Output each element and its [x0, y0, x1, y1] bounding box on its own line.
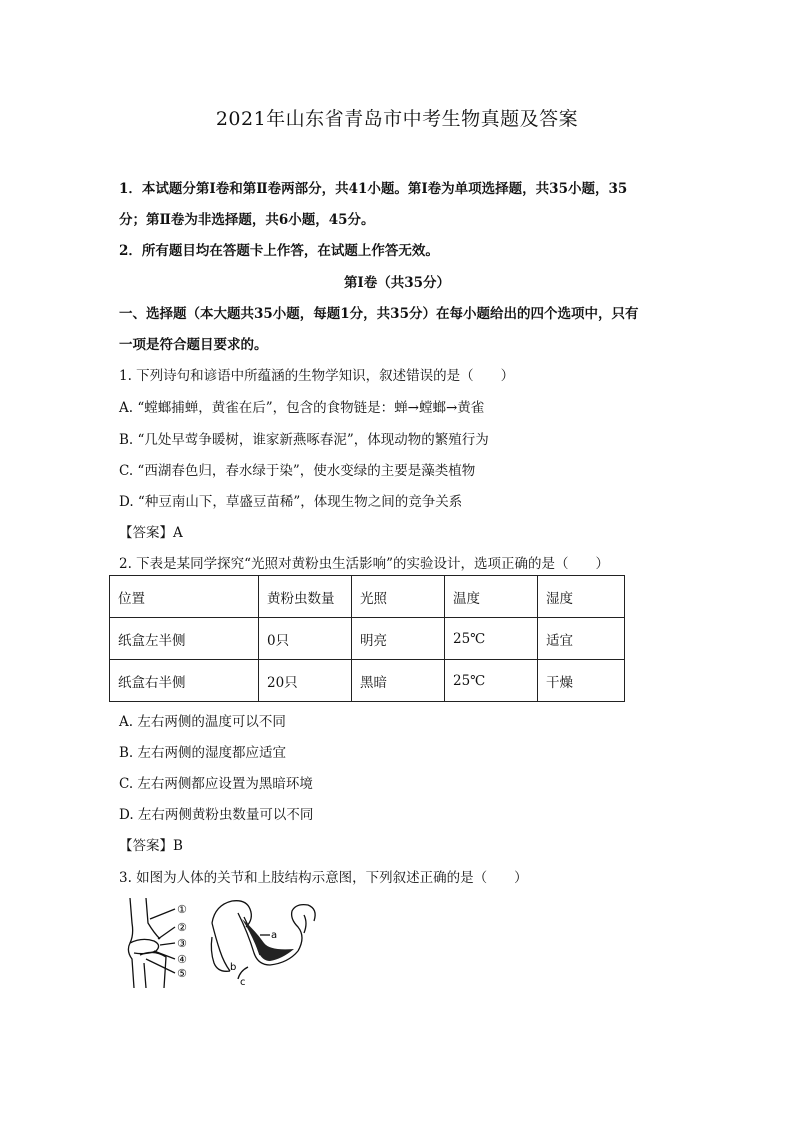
joint-diagram [128, 898, 175, 988]
table-cell: 25℃ [445, 660, 538, 702]
table-cell: 25℃ [445, 618, 538, 660]
q1-option-c: C. “西湖春色归，春水绿于染”，使水变绿的主要是藻类植物 [119, 463, 476, 479]
table-cell: 20只 [259, 660, 352, 702]
table-cell: 干燥 [538, 660, 625, 702]
note-1-line-b: 分；第Ⅱ卷为非选择题，共6小题，45分。 [119, 212, 375, 228]
figure-label: b [230, 962, 237, 973]
q1-option-d: D. “种豆南山下，草盛豆苗稀”，体现生物之间的竞争关系 [119, 494, 463, 510]
q3-stem: 3. 如图为人体的关节和上肢结构示意图，下列叙述正确的是（ ） [119, 870, 528, 886]
table-header-cell: 光照 [352, 576, 445, 618]
table-row [110, 660, 625, 702]
figure-label: ② [177, 921, 187, 934]
q1-option-b: B. “几处早莺争暖树，谁家新燕啄春泥”，体现动物的繁殖行为 [119, 432, 489, 448]
arm-diagram [211, 901, 315, 979]
joint-arm-figure [120, 893, 330, 993]
q1-answer: 【答案】A [119, 525, 183, 541]
q2-answer: 【答案】B [119, 838, 183, 854]
q2-option-b: B. 左右两侧的湿度都应适宜 [119, 745, 287, 761]
figure-label: a [271, 930, 278, 941]
table-header-cell: 位置 [110, 576, 259, 618]
q2-stem: 2. 下表是某同学探究“光照对黄粉虫生活影响”的实验设计，选项正确的是（ ） [119, 556, 609, 572]
table-header-cell: 温度 [445, 576, 538, 618]
q1-option-a: A. “螳螂捕蝉，黄雀在后”，包含的食物链是：蝉→螳螂→黄雀 [119, 400, 485, 416]
q2-option-a: A. 左右两侧的温度可以不同 [119, 714, 286, 730]
table-cell: 0只 [259, 618, 352, 660]
note-1-line-a: 1．本试题分第Ⅰ卷和第Ⅱ卷两部分，共41小题。第Ⅰ卷为单项选择题，共35小题，35 [119, 181, 628, 197]
experiment-table [109, 575, 625, 702]
figure-label: ③ [177, 937, 187, 950]
q2-option-d: D. 左右两侧黄粉虫数量可以不同 [119, 807, 314, 823]
table-cell: 纸盒右半侧 [110, 660, 259, 702]
section-instruction-a: 一、选择题（本大题共35小题，每题1分，共35分）在每小题给出的四个选项中，只有 [119, 306, 639, 322]
section-instruction-b: 一项是符合题目要求的。 [119, 337, 268, 353]
table-cell: 明亮 [352, 618, 445, 660]
q2-option-c: C. 左右两侧都应设置为黑暗环境 [119, 776, 313, 792]
table-row [110, 618, 625, 660]
page-title: 2021年山东省青岛市中考生物真题及答案 [215, 108, 579, 130]
table-header-cell: 湿度 [538, 576, 625, 618]
table-cell: 适宜 [538, 618, 625, 660]
table-cell: 黑暗 [352, 660, 445, 702]
table-header-cell: 黄粉虫数量 [259, 576, 352, 618]
note-2: 2．所有题目均在答题卡上作答，在试题上作答无效。 [119, 243, 439, 259]
figure-label: ① [177, 903, 187, 916]
table-header-row [110, 576, 625, 618]
q1-stem: 1. 下列诗句和谚语中所蕴涵的生物学知识，叙述错误的是（ ） [119, 368, 515, 384]
section-heading: 第Ⅰ卷（共35分） [343, 275, 451, 291]
figure-label: ④ [177, 953, 187, 966]
table-cell: 纸盒左半侧 [110, 618, 259, 660]
figure-label: ⑤ [177, 967, 187, 980]
figure-label: c [240, 977, 246, 988]
